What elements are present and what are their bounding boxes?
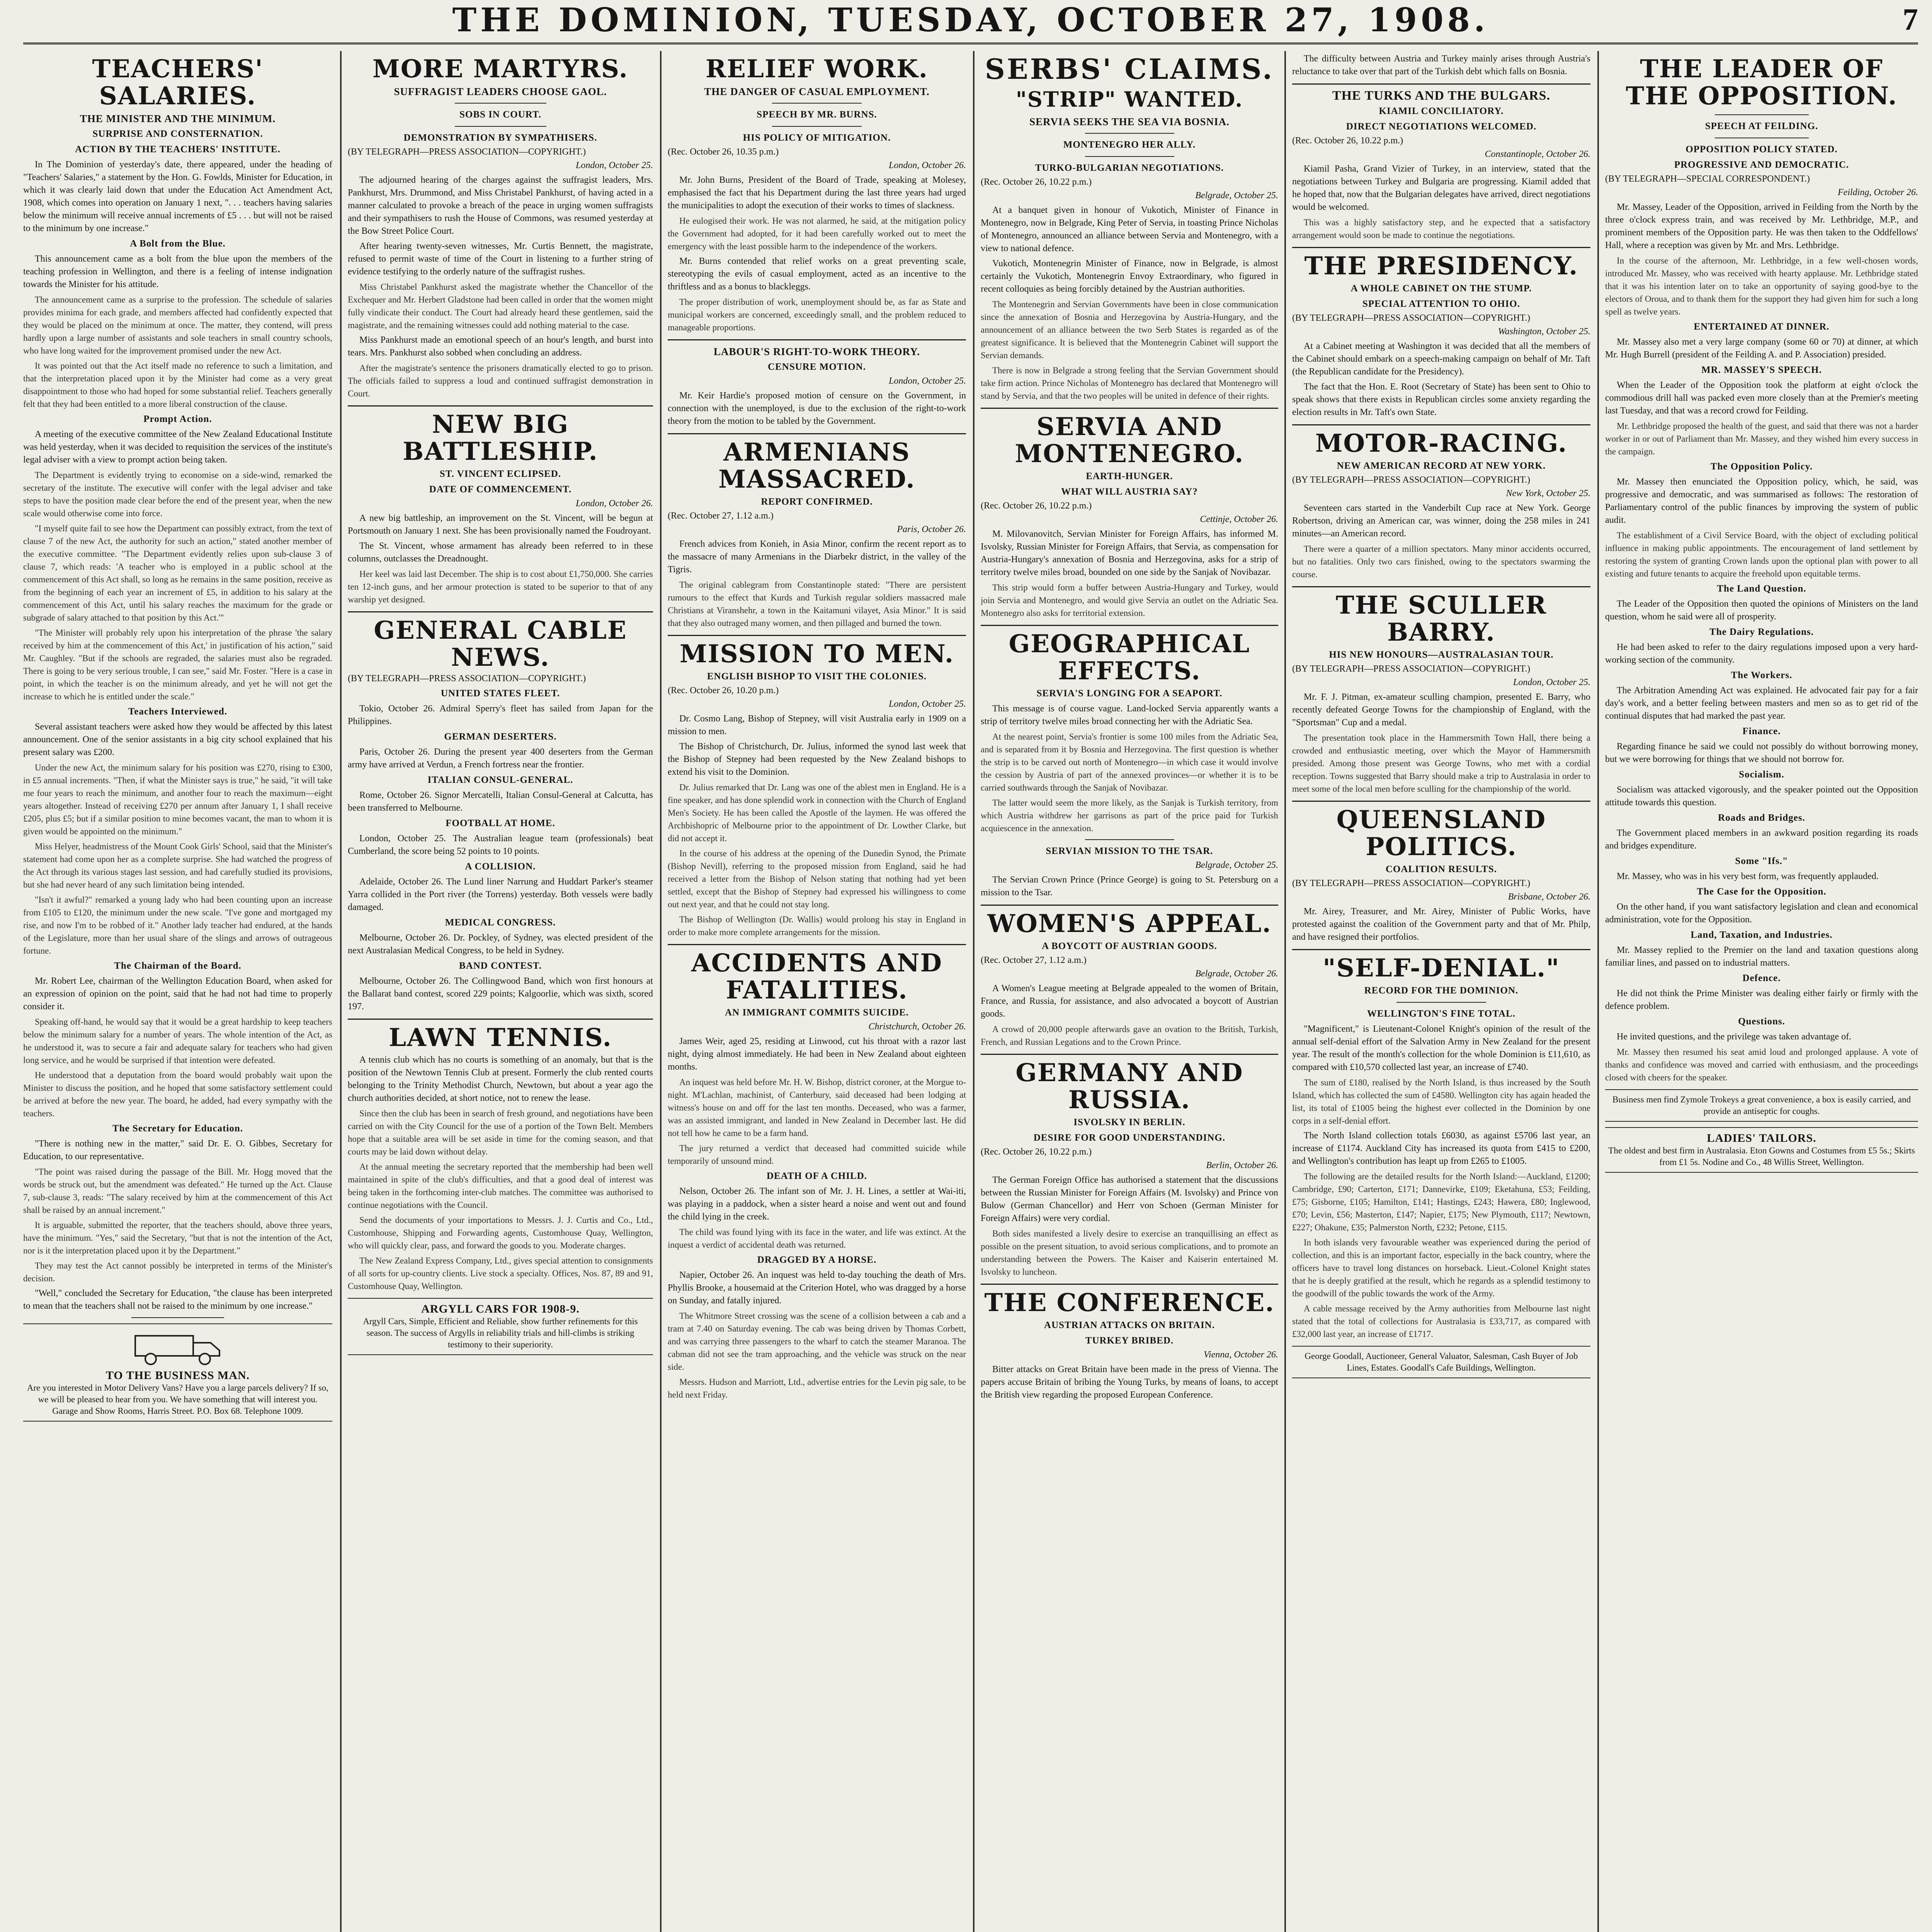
divider bbox=[668, 635, 966, 636]
divider bbox=[1292, 247, 1590, 248]
article-body: A new big battleship, an improvement on the St. Vincent, will be begun at Portsmouth on January 1 next. She has been provisionally named the Foudroyant. The St. Vincent, whose armament has already been referred to in these columns, outclasses the Dreadnought. Her keel was laid last December. The ship is to cost about £1,750,000. She carries ten 12-inch guns, and her armour protection is stated to be superior to that of any warship yet designed. bbox=[348, 512, 653, 606]
subheading: RECORD FOR THE DOMINION. bbox=[1364, 985, 1519, 996]
article-body: Mr. John Burns, President of the Board of Trade, speaking at Molesey, emphasised the fact that his Department during the last three years had urged the municipalities to adopt the execution of their works to times of slackness. He eulogised their work. He was not alarmed, he said, at the mitigation policy the Government had adopted, for it had been carefully worked out to meet the emergency with the least possible harm to the independence of the workers. Mr. Burns contended that relief works on a great preventing scale, stereotyping the evils of casual employment, acted as an incentive to the thriftless and as a bonus to blackleggs. The proper distribution of work, unemployment should be, as far as State and municipal workers are concerned, exceedingly small, and the problem reduced to manageable proportions. bbox=[668, 174, 966, 334]
paragraph: French advices from Konieh, in Asia Minor, confirm the recent report as to the massacre of many Armenians in the Diarbekr district, in the valley of the Tigris. bbox=[668, 539, 966, 575]
paragraph: "Magnificent," is Lieutenant-Colonel Knight's opinion of the result of the annual self-denial effort of the Salvation Army in New Zealand for the present year. The result of the month's collection for the whole Dominion is £11,610, as compared with £10,570 collected last year, an increase of £740. bbox=[1292, 1024, 1590, 1072]
paragraph: When the Leader of the Opposition took the platform at eight o'clock the commodious drill hall was packed even more closely than at the Premier's meeting last Tuesday, and that was a record crowd for Feilding. bbox=[1605, 380, 1918, 416]
paragraph: Dr. Cosmo Lang, Bishop of Stepney, will visit Australia early in 1909 on a mission to men. bbox=[668, 714, 966, 736]
section-heading: The Case for the Opposition. bbox=[1697, 886, 1827, 897]
paragraph: Rome, October 26. Signor Mercatelli, Italian Consul-General at Calcutta, has been transferred to Melbourne. bbox=[348, 790, 653, 813]
dateline: Belgrade, October 25. bbox=[1195, 190, 1278, 201]
dateline: (BY TELEGRAPH—PRESS ASSOCIATION—COPYRIGHT.) bbox=[1292, 878, 1531, 888]
section-heading: Defence. bbox=[1742, 973, 1781, 983]
paragraph: Bitter attacks on Great Britain have been made in the press of Vienna. The papers accuse Britain of bribing the Young Turks, by means of loans, to accept the British view regarding the proposed European Conference. bbox=[981, 1364, 1278, 1400]
paragraph: After hearing twenty-seven witnesses, Mr. Curtis Bennett, the magistrate, refused to permit waste of time of the Court in listening to a further string of evidence testifying to the orderly nature of the suffragist rushes. bbox=[348, 241, 653, 277]
item-heading: UNITED STATES FLEET. bbox=[440, 688, 560, 699]
advertisement bbox=[348, 1298, 653, 1355]
dateline: London, October 26. bbox=[889, 160, 966, 170]
article-headline: THE LEADER OF THE OPPOSITION. bbox=[1626, 54, 1898, 111]
masthead-title: THE DOMINION, TUESDAY, OCTOBER 27, 1908. bbox=[452, 1, 1489, 39]
divider bbox=[1292, 801, 1590, 802]
subheading: TURKO-BULGARIAN NEGOTIATIONS. bbox=[1035, 163, 1224, 173]
subheading: AUSTRIAN ATTACKS ON BRITAIN. bbox=[1044, 1320, 1215, 1330]
article-headline: RELIEF WORK. bbox=[705, 54, 929, 83]
ad-text: Argyll Cars, Simple, Efficient and Reliable, show further refinements for this season. The success of Argylls in reliability trials and hill-climbs is striking testimony to their superiority. bbox=[363, 1316, 638, 1349]
divider bbox=[772, 126, 862, 127]
divider bbox=[772, 103, 862, 104]
subheading: NEW AMERICAN RECORD AT NEW YORK. bbox=[1337, 461, 1546, 471]
paragraph: Mr. Massey replied to the Premier on the land and taxation questions along familiar lines, and passed on to industrial matters. bbox=[1605, 945, 1918, 968]
divider bbox=[1292, 586, 1590, 587]
motor-van-icon bbox=[131, 1331, 224, 1366]
subheading: DEMONSTRATION BY SYMPATHISERS. bbox=[403, 133, 597, 143]
section-heading: A Bolt from the Blue. bbox=[130, 238, 226, 249]
dateline: (BY TELEGRAPH—PRESS ASSOCIATION—COPYRIGHT.) bbox=[1292, 664, 1531, 674]
ad-text: Are you interested in Motor Delivery Vans? Have you a large parcels delivery? If so, we will be pleased to hear from you. We have something that will interest you. Garage and Show Rooms, Harris Street. P.O. Box 68. Telephone 1009. bbox=[27, 1383, 329, 1416]
subheading: AN IMMIGRANT COMMITS SUICIDE. bbox=[725, 1007, 909, 1018]
paragraph: Melbourne, October 26. Dr. Pockley, of Sydney, was elected president of the next Australasian Medical Congress, to be held in Sydney. bbox=[348, 933, 653, 956]
subheading: DATE OF COMMENCEMENT. bbox=[429, 484, 572, 495]
dateline: New York, October 25. bbox=[1506, 488, 1590, 498]
subheading: ENGLISH BISHOP TO VISIT THE COLONIES. bbox=[707, 671, 927, 682]
divider bbox=[981, 1284, 1278, 1285]
dateline: Belgrade, October 25. bbox=[1195, 860, 1278, 870]
paragraph: The North Island collection totals £6030, as against £5706 last year, an increase of £1174. Auckland City has increased its quota from £415 to £200, and Wellington's contribution has leapt up from £265 to £1005. bbox=[1292, 1131, 1590, 1166]
article-body: Seventeen cars started in the Vanderbilt Cup race at New York. George Robertson, driving an American car, was winner, doing the 258 miles in 241 minutes—an American record. There were a quarter of a million spectators. Many minor accidents occurred, but no fatalities. Only two cars finished, owing to the spectators swarming the course. bbox=[1292, 502, 1590, 581]
divider bbox=[1715, 114, 1809, 115]
column-4 bbox=[981, 53, 1278, 1932]
dateline: (Rec. October 26, 10.22 p.m.) bbox=[981, 177, 1092, 187]
item-heading: DEATH OF A CHILD. bbox=[766, 1171, 867, 1181]
section-heading: The Land Question. bbox=[1717, 583, 1806, 594]
article-body: Dr. Cosmo Lang, Bishop of Stepney, will visit Australia early in 1909 on a mission to men. The Bishop of Christchurch, Dr. Julius, informed the synod last week that the Bishop of Stepney had been requested by the New Zealand bishops to extend his visit to the Dominion. Dr. Julius remarked that Dr. Lang was one of the ablest men in England. He is a fine speaker, and has done splendid work in connection with the Church of England Men's Society. He has been called the Apostle of the laymen. He was offered the Archbishopric of Melbourne prior to the appointment of Dr. Lowther Clarke, but did not accept it. In the course of his address at the opening of the Dunedin Synod, the Primate (Bishop Nevill), referring to the proposed mission from England, said he had received a letter from the Bishop of Nelson stating that nothing had yet been settled, except that the Bishop of Stepney had expressed his willingness to come out next year, and that he could not stay long. The Bishop of Wellington (Dr. Wallis) would prolong his stay in England in order to make more complete arrangements for the mission. bbox=[668, 713, 966, 939]
divider bbox=[668, 433, 966, 434]
article-body: This message is of course vague. Land-locked Servia apparently wants a strip of territory twelve miles broad connecting her with the Adriatic Sea. At the nearest point, Servia's frontier is some 100 miles from the Adriatic Sea, and is separated from it by Bosnia and Herzegovina. The first question is whether the strip is to be carved out north of Montenegro—in which case it would involve the cession by Austria of part of the annexed provinces—or whether it is to be carried southwards through the Sanjak of Novibazar. The latter would seem the more likely, as the Sanjak is Turkish territory, from which Austria withdrew her garrisons as part of the price paid for Turkish acquiescence in the annexation. bbox=[981, 702, 1278, 835]
column-5 bbox=[1292, 53, 1590, 1932]
divider bbox=[1292, 424, 1590, 425]
page-number: 7 bbox=[1903, 3, 1918, 37]
dateline: (Rec. October 26, 10.22 p.m.) bbox=[1292, 136, 1403, 146]
article-headline: WOMEN'S APPEAL. bbox=[987, 909, 1272, 938]
paragraph: A tennis club which has no courts is something of an anomaly, but that is the position of the Newtown Tennis Club at present. Formerly the club rented courts belonging to the Trinity Methodist Church, Newtown, but about a year ago the church authorities decided, at short notice, not to renew the lease. bbox=[348, 1055, 653, 1103]
article-headline: NEW BIG BATTLESHIP. bbox=[403, 410, 598, 466]
section-heading: Land, Taxation, and Industries. bbox=[1690, 930, 1833, 940]
divider bbox=[348, 1019, 653, 1020]
article-body: M. Milovanovitch, Servian Minister for Foreign Affairs, has informed M. Isvolsky, Russian Minister for Foreign Affairs, that Servia, as compensation for Austria-Hungary's annexation of Bosnia and Herzegovina, asks for a strip of territory twelve miles broad, bounded on one side by the Sanjak of Novibazar. This strip would form a buffer between Austria-Hungary and Turkey, would join Servia and Montenegro, and would give Servia an outlet on the Adriatic Sea. Montenegro also asks for territorial extension. bbox=[981, 528, 1278, 619]
paragraph: Regarding finance he said we could not possibly do without borrowing money, but we were borrowing for things that we should not borrow for. bbox=[1605, 742, 1918, 764]
paragraph: Vukotich, Montenegrin Minister of Finance, now in Belgrade, is almost certainly the Vukotich, Montenegrin Envoy Extraordinary, who figured in recent colloquies as being forcibly detained by the Austrian authorities. bbox=[981, 259, 1278, 294]
paragraph: Mr. Robert Lee, chairman of the Wellington Education Board, when asked for an expression of opinion on the point, said that he had not had time to properly consider it. bbox=[23, 976, 332, 1012]
article-body bbox=[1292, 340, 1590, 419]
paragraph: He did not think the Prime Minister was dealing either fairly or firmly with the defence problem. bbox=[1605, 988, 1918, 1011]
article-headline: THE PRESIDENCY. bbox=[1304, 252, 1578, 281]
ad-text: Business men find Zymole Trokeys a great convenience, a box is easily carried, and provide an antiseptic for coughs. bbox=[1612, 1095, 1911, 1116]
paragraph: Adelaide, October 26. The Lund liner Narrung and Huddart Parker's steamer Yarra collided in the Port river (the Torrens) yesterday. Both vessels were badly damaged. bbox=[348, 877, 653, 912]
paragraph: Mr. Massey also met a very large company (some 60 or 70) at dinner, at which Mr. Hugh Burrell (president of the Feilding A. and P. Association) presided. bbox=[1605, 337, 1918, 360]
ad-text: The oldest and best firm in Australasia. Eton Gowns and Costumes from £5 5s.; Skirts from £1 5s. Nodine and Co., 48 Willis Street, Wellington. bbox=[1608, 1146, 1915, 1167]
dateline: Vienna, October 26. bbox=[1204, 1350, 1278, 1360]
article-headline: LABOUR'S RIGHT-TO-WORK THEORY. bbox=[714, 346, 920, 357]
paragraph: The adjourned hearing of the charges against the suffragist leaders, Mrs. Pankhurst, Mrs. Drummond, and Miss Christabel Pankhurst, of having acted in a manner calculated to provoke a breach of the peace in urging women suffragists and their sympathisers to rush the House of Commons, was resumed yesterday at the Bow Street Police Court. bbox=[348, 175, 653, 236]
article-body bbox=[348, 687, 653, 1013]
article-body: Mr. Massey, Leader of the Opposition, arrived in Feilding from the North by the three o'clock express train, and was received by Mr. Lethbridge, M.P., and prominent members of the Opposition party. He was then taken to the Oddfellows' Hall, where a reception was given by Mr. and Mrs. Lethbridge. In the course of the afternoon, Mr. Lethbridge, in a few well-chosen words, introduced Mr. Massey, who was received with hearty applause. Mr. Lethbridge stated that it was his intention later on to take an opportunity of saying good-bye to the electors of Oroua, and to thank them for the support they had given him for such a long spell as twelve years. ENTERTAINED AT DINNER. Mr. Massey also met a very large company (some 60 or 70) at dinner, at which Mr. Hugh Burrell (president of the Feilding A. and P. Association) presided. MR. MASSEY'S SPEECH. When the Leader of the Opposition took the platform at eight o'clock the commodious drill hall was packed even more closely than at the Premier's meeting last Tuesday, and that was a record crowd for Feilding. Mr. Lethbridge proposed the health of the guest, and said that there was not a harder worker in or out of Parliament than Mr. Massey, and they wished him every success in the campaign. The Opposition Policy. Mr. Massey then enunciated the Opposition policy, which, he said, was progressive and democratic, and was summarised as follows: The restoration of Parliamentary control of the public finances by improving the system of public audit. The establishment of a Civil Service Board, with the object of excluding political influence in making public appointments. The encouragement of land settlement by restoring the system of granting Crown lands upon the optional plan with power to all existing and future tenants to acquire the freehold upon equitable terms. The Land Question. The Leader of the Opposition then quoted the opinions of Ministers on the land question, whom he said were all of prosperity. The Dairy Regulations. He had been asked to refer to the dairy regulations imposed upon a very hard-working section of the community. The Workers. The Arbitration Amending Act was explained. He advocated fair pay for a fair day's work, and a better feeling between masters and men so as to get rid of the continual disputes that had marked the past year. Finance. Regarding finance he said we could not possibly do without borrowing money, but we were borrowing for things that we should not borrow for. Socialism. Socialism was attacked vigorously, and the speaker pointed out the Opposition attitude towards this question. Roads and Bridges. The Government placed members in an awkward position regarding its roads and bridges expenditure. Some "Ifs." Mr. Massey, who was in his very best form, was frequently applauded. The Case for the Opposition. On the other hand, if you want satisfactory legislation and clean and economical administration, vote for the Opposition. Land, Taxation, and Industries. Mr. Massey replied to the Premier on the land and taxation questions along familiar lines, and passed on to industrial matters. Defence. He did not think the Prime Minister was dealing either fairly or firmly with the defence problem. Questions. He invited questions, and the privilege was taken advantage of. Mr. Massey then resumed his seat amid loud and prolonged applause. A vote of thanks and confidence was moved and carried with enthusiasm, and the proceedings closed with cheers for the speaker. bbox=[1605, 201, 1918, 1084]
article-headline: ARMENIANS MASSACRED. bbox=[718, 438, 915, 494]
item-heading: ITALIAN CONSUL-GENERAL. bbox=[427, 775, 573, 785]
article-body: A Women's League meeting at Belgrade appealed to the women of Britain, France, and Russia, for assistance, and also advocated a boycott of Austrian goods. A crowd of 20,000 people afterwards gave an ovation to the British, Turkish, French, and Russian Legations and to the Crown Prince. bbox=[981, 982, 1278, 1048]
article-body: The German Foreign Office has authorised a statement that the discussions between the Russian Minister for Foreign Affairs (M. Isvolsky) and Prince von Bulow (German Chancellor) and Herr von Schoen (German Minister for Foreign Affairs) were very cordial. Both sides manifested a lively desire to exercise an tranquillising an effect as possible on the present situation, to avoid serious complications, and to promote an understanding between the Powers. The Kaiser and Kaiserin entertained M. Isvolsky to luncheon. bbox=[981, 1174, 1278, 1278]
article-headline: "SELF-DENIAL." bbox=[1323, 954, 1560, 983]
dateline: (Rec. October 26, 10.22 p.m.) bbox=[981, 501, 1092, 511]
dateline: Brisbane, October 26. bbox=[1508, 892, 1590, 902]
masthead bbox=[23, 0, 1918, 44]
paragraph: On the other hand, if you want satisfactory legislation and clean and economical administration, vote for the Opposition. bbox=[1605, 902, 1918, 925]
section-heading: MR. MASSEY'S SPEECH. bbox=[1701, 365, 1822, 375]
divider bbox=[1085, 839, 1174, 840]
article-headline: GENERAL CABLE NEWS. bbox=[374, 616, 627, 672]
advertisement bbox=[1605, 1127, 1918, 1173]
article-body: "Magnificent," is Lieutenant-Colonel Knight's opinion of the result of the annual self-denial effort of the Salvation Army in New Zealand for the present year. The result of the month's collection for the whole Dominion is £11,610, as compared with £10,570 collected last year, an increase of £740. The sum of £180, realised by the North Island, is thus increased by the South Island, which has collected the sum of £4580. Wellington city has again headed the list, its total of £1005 being the highest ever collected in the Dominion by one corps in a self-denial effort. The North Island collection totals £6030, as against £5706 last year, an increase of £1174. Auckland City has increased its quota from £415 to £200, and Wellington's contribution has leapt up from £265 to £1005. The following are the detailed results for the North Island:—Auckland, £1200; Cambridge, £90; Carterton, £171; Dannevirke, £109; Eketahuna, £53; Feilding, £75; Gisborne, £105; Hamilton, £141; Hastings, £243; Hawera, £80; Inglewood, £70; Levin, £56; Masterton, £147; Napier, £175; New Plymouth, £117; Newtown, £227; Ohakune, £35; Palmerston North, £232; Petone, £115. In both islands very favourable weather was experienced during the period of collection, and this is an important factor, especially in the back country, where the officers have to travel long distances on horseback. Lieut.-Colonel Knight states that he is deeply gratified at the result, which he regards as a splendid testimony to the goodwill of the public towards the work of the Army. A cable message received by the Army authorities from Melbourne last night stated that the total of collections for Australasia is £33,717, as compared with £32,000 last year, an increase of £1717. bbox=[1292, 1023, 1590, 1340]
column-rule bbox=[973, 51, 975, 1932]
section-heading: Finance. bbox=[1742, 726, 1781, 736]
article-body bbox=[981, 874, 1278, 899]
divider bbox=[455, 103, 546, 104]
dateline bbox=[348, 147, 653, 157]
paragraph: Melbourne, October 26. The Collingwood Band, which won first honours at the Ballarat band contest, scored 229 points; Kalgoorlie, which was sixth, scored 197. bbox=[348, 976, 653, 1012]
subheading: SURPRISE AND CONSTERNATION. bbox=[92, 129, 263, 139]
dateline: Washington, October 25. bbox=[1498, 327, 1590, 337]
dateline: Belgrade, October 26. bbox=[1195, 969, 1278, 979]
dateline: (Rec. October 27, 1.12 a.m.) bbox=[668, 511, 774, 521]
subheading: EARTH-HUNGER. bbox=[1086, 471, 1173, 481]
item-heading: BAND CONTEST. bbox=[459, 961, 542, 971]
column-6 bbox=[1605, 53, 1918, 1932]
subheading: WELLINGTON'S FINE TOTAL. bbox=[1367, 1009, 1516, 1019]
article-body bbox=[1292, 53, 1590, 78]
paragraph: A meeting of the executive committee of the New Zealand Educational Institute was held yesterday, when it was decided to requisition the services of the institute's legal adviser with a view to prompt action being taken. bbox=[23, 429, 332, 465]
paragraph: The Bishop of Christchurch, Dr. Julius, informed the synod last week that the Bishop of Stepney had been requested by the New Zealand bishops to extend his visit to the Dominion. bbox=[668, 742, 966, 777]
ad-title: ARGYLL CARS FOR 1908-9. bbox=[421, 1303, 580, 1315]
paragraph: The difficulty between Austria and Turkey mainly arises through Austria's reluctance to take over that part of the Turkish debt which falls on Bosnia. bbox=[1292, 54, 1590, 77]
dateline: London, October 25. bbox=[889, 699, 966, 709]
divider bbox=[668, 944, 966, 945]
subheading: KIAMIL CONCILIATORY. bbox=[1379, 106, 1504, 116]
section-heading: The Workers. bbox=[1731, 670, 1793, 680]
dateline: London, October 25. bbox=[1513, 677, 1590, 687]
section-heading: Some "Ifs." bbox=[1735, 856, 1788, 866]
dateline: (Rec. October 26, 10.22 p.m.) bbox=[981, 1147, 1092, 1157]
section-heading: Teachers Interviewed. bbox=[128, 706, 228, 717]
column-2 bbox=[348, 53, 653, 1932]
section-heading: Socialism. bbox=[1739, 769, 1784, 780]
divider bbox=[131, 1317, 224, 1318]
paragraph: Seventeen cars started in the Vanderbilt Cup race at New York. George Robertson, driving an American car, was winner, doing the 258 miles in 241 minutes—an American record. bbox=[1292, 503, 1590, 539]
paragraph: Napier, October 26. An inquest was held to-day touching the death of Mrs. Phyllis Brooke, a housemaid at the Criterion Hotel, who was dragged by a horse on Sunday, and fatally injured. bbox=[668, 1270, 966, 1306]
credit-line: (BY TELEGRAPH—PRESS ASSOCIATION—COPYRIGHT.) bbox=[348, 147, 586, 157]
subheading: SERVIA SEEKS THE SEA VIA BOSNIA. bbox=[1029, 116, 1230, 128]
article-body: The adjourned hearing of the charges against the suffragist leaders, Mrs. Pankhurst, Mrs. Drummond, and Miss Christabel Pankhurst, of having acted in a manner calculated to provoke a breach of the peace in urging women suffragists and their sympathisers to rush the House of Commons, was resumed yesterday at the Bow Street Police Court. After hearing twenty-seven witnesses, Mr. Curtis Bennett, the magistrate, refused to permit waste of time of the Court in listening to a further string of evidence testifying to the orderly nature of the suffragist rushes. Miss Christabel Pankhurst asked the magistrate whether the Chancellor of the Exchequer and Mr. Herbert Gladstone had been called in order that the women might fully vindicate their conduct. The Court had already heard these gentlemen, said the magistrate, and the remaining witnesses could add nothing material to the case. Miss Pankhurst made an emotional speech of an hour's length, and burst into tears. Mrs. Pankhurst also sobbed when concluding an address. After the magistrate's sentence the prisoners dramatically elected to go to prison. The officials failed to suppress a loud and continued suffragist demonstration in Court. bbox=[348, 174, 653, 400]
section-heading: The Chairman of the Board. bbox=[114, 961, 242, 971]
paragraph: Mr. Massey, who was in his very best form, was frequently applauded. bbox=[1617, 871, 1879, 881]
subheading: CENSURE MOTION. bbox=[768, 362, 866, 372]
article-headline: QUEENSLAND POLITICS. bbox=[1336, 805, 1546, 861]
subheading: THE DANGER OF CASUAL EMPLOYMENT. bbox=[704, 86, 930, 97]
paragraph: Tokio, October 26. Admiral Sperry's fleet has sailed from Japan for the Philippines. bbox=[348, 704, 653, 726]
divider bbox=[981, 408, 1278, 409]
subheading: REPORT CONFIRMED. bbox=[761, 497, 873, 507]
subheading: SERVIA'S LONGING FOR A SEAPORT. bbox=[1036, 688, 1223, 699]
divider bbox=[1085, 156, 1174, 157]
article-headline: SERVIA AND MONTENEGRO. bbox=[1015, 412, 1244, 468]
subheading: SPEECH AT FEILDING. bbox=[1705, 121, 1818, 131]
article-body bbox=[668, 389, 966, 428]
divider bbox=[348, 611, 653, 612]
paragraph: "There is nothing new in the matter," said Dr. E. O. Gibbes, Secretary for Education, to our representative. bbox=[23, 1139, 332, 1162]
article-headline: LAWN TENNIS. bbox=[389, 1023, 612, 1052]
paragraph: James Weir, aged 25, residing at Linwood, cut his throat with a razor last night, dying almost immediately. He had been in New Zealand about eighteen months. bbox=[668, 1036, 966, 1072]
paragraph: Mr. Airey, Treasurer, and Mr. Airey, Minister of Public Works, have protested against the coalition of the Government party and that of Mr. Philp, and have resigned their portfolios. bbox=[1292, 906, 1590, 942]
article-headline: SERBS' CLAIMS. bbox=[985, 53, 1274, 85]
paragraph: The Leader of the Opposition then quoted the opinions of Ministers on the land question, whom he said were all of prosperity. bbox=[1605, 599, 1918, 622]
article-body: Mr. F. J. Pitman, ex-amateur sculling champion, presented E. Barry, who recently defeated George Towns for the championship of England, with the "Sportsman" Cup and a medal. The presentation took place in the Hammersmith Town Hall, there being a crowded and enthusiastic meeting, over which the Mayor of Hammersmith presided. Among those present was George Towns, who met with a cordial reception. Towns suggested that Barry should make a trip to Australasia in order to meet some of the local men before sculling for the championship of the world. bbox=[1292, 691, 1590, 795]
article-body bbox=[981, 1363, 1278, 1401]
dateline: Berlin, October 26. bbox=[1206, 1160, 1278, 1170]
subheading: "STRIP" WANTED. bbox=[1015, 87, 1243, 112]
column-rule bbox=[340, 51, 342, 1932]
article-headline: MOTOR-RACING. bbox=[1315, 429, 1568, 458]
section-heading: The Secretary for Education. bbox=[112, 1123, 243, 1134]
section-heading: The Dairy Regulations. bbox=[1709, 627, 1814, 637]
paragraph: "Well," concluded the Secretary for Education, "the clause has been interpreted to mean that the teachers shall not be raised to the minimum by one increase." bbox=[23, 1288, 332, 1311]
paragraph: The Arbitration Amending Act was explained. He advocated fair pay for a fair day's work, and a better feeling between masters and men so as to get rid of the continual disputes that had marked the past year. bbox=[1605, 685, 1918, 721]
divider bbox=[455, 126, 546, 127]
item-heading: GERMAN DESERTERS. bbox=[444, 731, 557, 742]
subheading: HIS NEW HONOURS—AUSTRALASIAN TOUR. bbox=[1329, 650, 1554, 660]
dateline: London, October 25. bbox=[576, 160, 653, 170]
dateline: Cettinje, October 26. bbox=[1200, 514, 1278, 524]
dateline: Paris, October 26. bbox=[897, 524, 966, 534]
subheading: COALITION RESULTS. bbox=[1385, 864, 1497, 874]
dateline: (BY TELEGRAPH—PRESS ASSOCIATION—COPYRIGHT.) bbox=[1292, 313, 1531, 323]
dateline: (BY TELEGRAPH—PRESS ASSOCIATION—COPYRIGHT.) bbox=[1292, 475, 1531, 485]
article-body: ACTION BY THE TEACHERS' INSTITUTE. In The Dominion of yesterday's date, there appeared, under the heading of "Teachers' Salaries," a statement by the Hon. G. Fowlds, Minister for Education, in which it was clearly laid down that under the Education Act Amendment Act, 1908, which comes into operation on January 1 next, ". . . teachers having salaries below the minimum will receive annual increments of £5 . . . but will not be raised to the minimum by one increase." A Bolt from the Blue. This announcement came as a bolt from the blue upon the members of the teaching profession in Wellington, and there is a feeling of intense indignation towards the Minister for his attitude. The announcement came as a surprise to the profession. The schedule of salaries provides minima for each grade, and members affected had confidently expected that they would be placed on the minimum at once. The matter, they contend, will press hardly upon a large number of assistants and sole teachers in small country schools, who have long waited for the improvement promised under the new Act. It was pointed out that the Act itself made no reference to such a limitation, and that the interpretation placed upon it by the Minister had come as a very great disappointment to those who had hoped for some substantial relief. Teachers generally felt that they had been entitled to a more liberal construction of the clause. Prompt Action. A meeting of the executive committee of the New Zealand Educational Institute was held yesterday, when it was decided to requisition the services of the institute's legal adviser with a view to prompt action being taken. The Department is evidently trying to economise on a side-wind, remarked the secretary of the institute. The executive will confer with the legal adviser and take steps to have the position made clear before the end of the present year, when the new scale would otherwise come into force. "I myself quite fail to see how the Department can possibly extract, from the text of clause 7 of the new Act, the authority for such an action," stated another member of the executive committee. "The Department evidently relies upon sub-clause 3 of clause 7, which reads: 'A teacher who is employed in a public school at the commencement of this Act shall, so long as he remains in the same position, receive as from the beginning of each year an increment of £5, in addition to his salary at the commencement of this Act, until his salary reaches the maximum for the grade or subgrade of salary attached to that position by this Act.'" "The Minister will probably rely upon his interpretation of the phrase 'the salary received by him at the commencement of this Act,' in justification of his action," said Mr. Caughley. "But if the schools are regraded, the salaries must also be regraded. There is going to be very serious trouble, I can see," said Mr. Foster. "Here is a case in point, in which the teacher is on the minimum already, and yet he will not get the increase to which he is entitled under the scale." Teachers Interviewed. Several assistant teachers were asked how they would be affected by this latest announcement. One of the senior assistants in a big city school explained that his present salary was £200. Under the new Act, the minimum salary for his position was £270, rising to £300, in £5 annual increments. "Then, if what the Minister says is true," he said, "it will take me four years to reach the minimum, and another four to reach the maximum—eight years altogether. Instead of receiving £270 per annum after January 1, I shall receive £205, plus £5; but if a similar position to mine becomes vacant, the man to whom it is given would be appointed on the minimum." Miss Helyer, headmistress of the Mount Cook Girls' School, said that the Minister's statement had come upon her as a complete surprise. She had watched the progress of the Act through its various stages last session, and had carefully studied its provisions, but she had never heard of any such limitation being intended. "Isn't it awful?" remarked a young lady who had been counting upon an increase from £105 to £120, the minimum under the new scale. "I've gone and mortgaged my rise, and now I'm to be robbed of it." Another lady teacher had endured, at the hands of the Legislature, more than her usual share of the slings and arrows of outrageous fortune. The Chairman of the Board. Mr. Robert Lee, chairman of the Wellington Education Board, when asked for an expression of opinion on the point, said that he had not had time to properly consider it. Speaking off-hand, he would say that it would be a great hardship to keep teachers below the minimum salary for a number of years. The whole intention of the Act, as he understood it, was to secure a fair and adequate salary for teachers who had given long service, and he would be surprised if that intention were defeated. He understood that a deputation from the board would probably wait upon the Minister to discuss the position, and he hoped that some satisfactory settlement could be arrived at before the new year. The board, he added, had every sympathy with the teachers. The Secretary for Education. "There is nothing new in the matter," said Dr. E. O. Gibbes, Secretary for Education, to our representative. "The point was raised during the passage of the Bill. Mr. Hogg moved that the words be struck out, but the amendment was defeated." He turned up the Act. Clause 7, sub-clause 3, reads: "The salary received by him at the commencement of this Act shall be raised by an annual increment." It is arguable, submitted the reporter, that the teachers should, above three years, have the minimum. "Yes," said the Secretary, "but that is not the intention of the Act, nor is it the interpretation placed upon it by the Department." They may test the Act cannot possibly be interpreted in terms of the Minister's decision. "Well," concluded the Secretary for Education, "the clause has been interpreted to mean that the teachers shall not be raised to the minimum by one increase." bbox=[23, 143, 332, 1313]
article-headline: THE TURKS AND THE BULGARS. bbox=[1332, 88, 1551, 103]
section-heading: Prompt Action. bbox=[143, 414, 212, 424]
paragraph: Socialism was attacked vigorously, and the speaker pointed out the Opposition attitude towards this question. bbox=[1605, 785, 1918, 808]
dateline: (Rec. October 26, 10.35 p.m.) bbox=[668, 147, 779, 157]
item-heading: MEDICAL CONGRESS. bbox=[445, 917, 556, 928]
paragraph: London, October 25. The Australian league team (professionals) beat Cumberland, the score being 52 points to 10 points. bbox=[348, 833, 653, 856]
article-body bbox=[1292, 905, 1590, 944]
paragraph: A new big battleship, an improvement on the St. Vincent, will be begun at Portsmouth on January 1 next. She has been provisionally named the Foudroyant. bbox=[348, 513, 653, 536]
ad-text: George Goodall, Auctioneer, General Valuator, Salesman, Cash Buyer of Job Lines, Estates. Goodall's Cafe Buildings, Wellington. bbox=[1304, 1351, 1578, 1372]
section-heading: ENTERTAINED AT DINNER. bbox=[1694, 321, 1830, 332]
item-heading: A COLLISION. bbox=[465, 861, 536, 872]
article-headline: MORE MARTYRS. bbox=[372, 54, 629, 83]
subheading: ISVOLSKY IN BERLIN. bbox=[1073, 1117, 1185, 1128]
article-body: A tennis club which has no courts is something of an anomaly, but that is the position of the Newtown Tennis Club at present. Formerly the club rented courts belonging to the Trinity Methodist Church, Newtown, but about a year ago the church authorities decided, at short notice, not to renew the lease. Since then the club has been in search of fresh ground, and negotiations have been carried on with the City Council for the use of a portion of the Town Belt. Members hope that a suitable area will be set aside in time for the coming season, and that courts may be laid down without delay. At the annual meeting the secretary reported that the membership had been well maintained in spite of the club's difficulties, and that a good deal of interest was being taken in the forthcoming inter-club matches. The committee was authorised to continue negotiations with the Council. Send the documents of your importations to Messrs. J. J. Curtis and Co., Ltd., Customhouse, Shipping and Forwarding agents, Customhouse Quay, Wellington, who will quickly clear, pass, and forward the goods to you. Moderate charges. The New Zealand Express Company, Ltd., gives special attention to consignments of all sorts for up-country clients. Live stock a specialty. Offices, Nos. 87, 89 and 91, Customhouse Quay, Wellington. bbox=[348, 1054, 653, 1293]
dateline: London, October 26. bbox=[576, 498, 653, 509]
paragraph: At a banquet given in honour of Vukotich, Minister of Finance in Montenegro, now in Belgrade, King Peter of Servia, in toasting Prince Nicholas of Montenegro, announced an alliance between Servia and Montenegro, with a view to national defence. bbox=[981, 205, 1278, 253]
section-heading: The Opposition Policy. bbox=[1710, 461, 1813, 472]
paragraph: This message is of course vague. Land-locked Servia apparently wants a strip of territory twelve miles broad connecting her with the Adriatic Sea. bbox=[981, 704, 1278, 726]
article-headline: GEOGRAPHICAL EFFECTS. bbox=[1009, 629, 1250, 685]
dateline: (BY TELEGRAPH—PRESS ASSOCIATION—COPYRIGHT.) bbox=[348, 673, 586, 684]
article-headline: GERMANY AND RUSSIA. bbox=[1015, 1058, 1243, 1114]
paragraph: Paris, October 26. During the present year 400 deserters from the German army have arrived at Verdun, a French fortress near the frontier. bbox=[348, 747, 653, 770]
section-heading: Questions. bbox=[1738, 1016, 1785, 1027]
article-headline: TEACHERS' SALARIES. bbox=[92, 54, 264, 111]
section-heading: Roads and Bridges. bbox=[1718, 813, 1805, 823]
dateline: Feilding, October 26. bbox=[1838, 187, 1918, 197]
article-headline: THE CONFERENCE. bbox=[984, 1288, 1275, 1317]
paragraph: The Servian Crown Prince (Prince George) is going to St. Petersburg on a mission to the Tsar. bbox=[981, 875, 1278, 898]
subheading: WHAT WILL AUSTRIA SAY? bbox=[1061, 486, 1198, 497]
subheading: OPPOSITION POLICY STATED. bbox=[1685, 144, 1838, 155]
divider bbox=[1292, 949, 1590, 950]
divider bbox=[1292, 83, 1590, 85]
column-1 bbox=[23, 53, 332, 1932]
paragraph: Mr. Burns contended that relief works on a great preventing scale, stereotyping the evils of casual employment, acted as an incentive to the thriftless and as a bonus to blackleggs. bbox=[668, 256, 966, 292]
subheading: SPEECH BY MR. BURNS. bbox=[757, 109, 877, 120]
divider bbox=[1085, 133, 1174, 134]
subheading: ACTION BY THE TEACHERS' INSTITUTE. bbox=[75, 144, 281, 155]
article-body: At a banquet given in honour of Vukotich, Minister of Finance in Montenegro, now in Belgrade, King Peter of Servia, in toasting Prince Nicholas of Montenegro, announced an alliance between Servia and Montenegro, with a view to national defence. Vukotich, Montenegrin Minister of Finance, now in Belgrade, is almost certainly the Vukotich, Montenegrin Envoy Extraordinary, who figured in recent colloquies as being forcibly detained by the Austrian authorities. The Montenegrin and Servian Governments have been in close communication since the annexation of Bosnia and Herzegovina by Austria-Hungary, and the announcement of an alliance between the two Serb States is regarded as of the greatest significance. It is believed that the Montenegrin Cabinet will support the Servian demands. There is now in Belgrade a strong feeling that the Servian Government should take firm action. Prince Nicholas of Montenegro has declared that Montenegro will stand by Servia, and that the two peoples will be united in defence of their rights. bbox=[981, 204, 1278, 402]
dateline: (Rec. October 27, 1.12 a.m.) bbox=[981, 955, 1087, 965]
subheading: MONTENEGRO HER ALLY. bbox=[1063, 139, 1196, 150]
subheading: ST. VINCENT ECLIPSED. bbox=[439, 469, 561, 479]
item-heading: DRAGGED BY A HORSE. bbox=[757, 1255, 877, 1265]
divider bbox=[981, 1054, 1278, 1055]
dateline: (BY TELEGRAPH—SPECIAL CORRESPONDENT.) bbox=[1605, 174, 1810, 184]
paragraph: At a Cabinet meeting at Washington it was decided that all the members of the Cabinet should embark on a speech-making campaign on behalf of Mr. Taft (the Republican candidate for the Presidency). bbox=[1292, 341, 1590, 377]
paragraph: The fact that the Hon. E. Root (Secretary of State) has been sent to Ohio to speak shows that there exists in Republican circles some anxiety regarding the election results in Mr. Taft's own State. bbox=[1292, 382, 1590, 417]
paragraph: Mr. Massey then enunciated the Opposition policy, which, he said, was progressive and democratic, and was summarised as follows: The restoration of Parliamentary control of the public finances by improving the system of public audit. bbox=[1605, 477, 1918, 525]
article-body: James Weir, aged 25, residing at Linwood, cut his throat with a razor last night, dying almost immediately. He had been in New Zealand about eighteen months. An inquest was held before Mr. H. W. Bishop, district coroner, at the Morgue to-night. M'Lachlan, machinist, of Canterbury, said deceased had been lodging at witness's house on and off for the last ten months. Deceased, who was a farmer, was an assisted immigrant, and landed in New Zealand in December last. He did not tell how he came to be a farm hand. The jury returned a verdict that deceased had committed suicide while temporarily of unsound mind. DEATH OF A CHILD. Nelson, October 26. The infant son of Mr. J. H. Lines, a settler at Wai-iti, was playing in a paddock, when a sister heard a noise and went out and found the child lying in the creek. The child was found lying with its face in the water, and life was extinct. At the inquest a verdict of accidental death was returned. DRAGGED BY A HORSE. Napier, October 26. An inquest was held to-day touching the death of Mrs. Phyllis Brooke, a housemaid at the Criterion Hotel, who was dragged by a horse on Sunday, and fatally injured. The Whitmore Street crossing was the scene of a collision between a cab and a tram at 7.40 on Saturday evening. The cab was being driven by Thomas Corbett, and was carrying three passengers to the wharf to catch the steamer Maranoa. The cabman did not see the tram approaching, and the vehicle was struck on the near side. Messrs. Hudson and Marriott, Ltd., advertise entries for the Levin pig sale, to be held next Friday. bbox=[668, 1035, 966, 1401]
paragraph: Mr. Keir Hardie's proposed motion of censure on the Government, in connection with the unemployed, is due to the exclusion of the right-to-work theory from the motion to be tabled by the Government. bbox=[668, 391, 966, 426]
divider bbox=[348, 405, 653, 406]
dateline: (Rec. October 26, 10.20 p.m.) bbox=[668, 685, 779, 696]
subheading: DESIRE FOR GOOD UNDERSTANDING. bbox=[1033, 1133, 1226, 1143]
dateline: Christchurch, October 26. bbox=[868, 1022, 966, 1032]
subheading: SOBS IN COURT. bbox=[459, 109, 541, 120]
subheading: A BOYCOTT OF AUSTRIAN GOODS. bbox=[1042, 941, 1217, 951]
paragraph: Mr. Massey, Leader of the Opposition, arrived in Feilding from the North by the three o'clock express train, and was received by Mr. Lethbridge, M.P., and prominent members of the Opposition party. He was then taken to the Oddfellows' Hall, where a reception was given by Mr. and Mrs. Lethbridge. bbox=[1605, 202, 1918, 250]
column-3 bbox=[668, 53, 966, 1932]
subheading: SPECIAL ATTENTION TO OHIO. bbox=[1362, 299, 1520, 309]
dateline: London, October 25. bbox=[889, 376, 966, 386]
paragraph: A Women's League meeting at Belgrade appealed to the women of Britain, France, and Russia, for assistance, and also advocated a boycott of Austrian goods. bbox=[981, 983, 1278, 1019]
paragraph: M. Milovanovitch, Servian Minister for Foreign Affairs, has informed M. Isvolsky, Russian Minister for Foreign Affairs, that Servia, as compensation for Austria-Hungary's annexation of Bosnia and Herzegovina, asks for a strip of territory twelve miles broad, bounded on one side by the Sanjak of Novibazar. bbox=[981, 529, 1278, 577]
divider bbox=[668, 339, 966, 340]
paragraph: The German Foreign Office has authorised a statement that the discussions between the Russian Minister for Foreign Affairs (M. Isvolsky) and Prince von Bulow (German Chancellor) and Herr von Schoen (German Minister for Foreign Affairs) were very cordial. bbox=[981, 1175, 1278, 1223]
divider bbox=[981, 625, 1278, 626]
article-headline: THE SCULLER BARRY. bbox=[1335, 591, 1547, 647]
divider bbox=[1396, 1002, 1486, 1003]
advertisement bbox=[1605, 1089, 1918, 1122]
paragraph: Mr. John Burns, President of the Board of Trade, speaking at Molesey, emphasised the fact that his Department during the last three years had urged the municipalities to adopt the execution of their works to times of slackness. bbox=[668, 175, 966, 211]
item-heading: FOOTBALL AT HOME. bbox=[446, 818, 555, 828]
column-rule bbox=[1597, 51, 1599, 1932]
column-rule bbox=[1284, 51, 1286, 1932]
article-body: French advices from Konieh, in Asia Minor, confirm the recent report as to the massacre of many Armenians in the Diarbekr district, in the valley of the Tigris. The original cablegram from Constantinople stated: "There are persistent rumours to the effect that Kurds and Turkish regular soldiers massacred male Christians at Viranshehr, a town in the Kaitamuni vilayet, Asia Minor." It is said that they also outraged many women, and then pillaged and burned the town. bbox=[668, 538, 966, 629]
paragraph: He had been asked to refer to the dairy regulations imposed upon a very hard-working section of the community. bbox=[1605, 642, 1918, 665]
subheading: TURKEY BRIBED. bbox=[1085, 1335, 1174, 1346]
subheading: DIRECT NEGOTIATIONS WELCOMED. bbox=[1346, 121, 1537, 132]
paragraph: In The Dominion of yesterday's date, there appeared, under the heading of "Teachers' Salaries," a statement by the Hon. G. Fowlds, Minister for Education, in which it was clearly laid down that under the Education Act Amendment Act, 1908, which comes into operation on January 1 next, ". . . teachers having salaries below the minimum will receive annual increments of £5 . . . but will not be raised to the minimum by one increase." bbox=[23, 160, 332, 233]
paragraph: He invited questions, and the privilege was taken advantage of. bbox=[1617, 1032, 1852, 1042]
paragraph: Mr. F. J. Pitman, ex-amateur sculling champion, presented E. Barry, who recently defeated George Towns for the championship of England, with the "Sportsman" Cup and a medal. bbox=[1292, 692, 1590, 728]
article-body: Kiamil Pasha, Grand Vizier of Turkey, in an interview, stated that the negotiations between Turkey and Bulgaria are progressing. Kiamil added that he hoped that, now that the Bulgarian delegates have arrived, direct negotiations would be welcomed. This was a highly satisfactory step, and he expected that a satisfactory arrangement would soon be made to continue the negotiations. bbox=[1292, 163, 1590, 242]
paragraph: The St. Vincent, whose armament has already been referred to in these columns, outclasses the Dreadnought. bbox=[348, 541, 653, 564]
paragraph: The Government placed members in an awkward position regarding its roads and bridges expenditure. bbox=[1605, 828, 1918, 851]
advertisement bbox=[23, 1323, 332, 1422]
subheading: HIS POLICY OF MITIGATION. bbox=[743, 133, 891, 143]
paragraph: Nelson, October 26. The infant son of Mr. J. H. Lines, a settler at Wai-iti, was playing in a paddock, when a sister heard a noise and went out and found the child lying in the creek. bbox=[668, 1186, 966, 1222]
subheading: THE MINISTER AND THE MINIMUM. bbox=[80, 113, 276, 124]
ad-title: TO THE BUSINESS MAN. bbox=[105, 1369, 250, 1382]
ad-title: LADIES' TAILORS. bbox=[1707, 1132, 1816, 1145]
column-rule bbox=[660, 51, 662, 1932]
divider bbox=[981, 905, 1278, 906]
paragraph: This announcement came as a bolt from the blue upon the members of the teaching profession in Wellington, and there is a feeling of intense indignation towards the Minister for his attitude. bbox=[23, 254, 332, 289]
subheading: A WHOLE CABINET ON THE STUMP. bbox=[1350, 283, 1532, 294]
paragraph: Kiamil Pasha, Grand Vizier of Turkey, in an interview, stated that the negotiations between Turkey and Bulgaria are progressing. Kiamil added that he hoped that, now that the Bulgarian delegates have arrived, direct negotiations would be welcomed. bbox=[1292, 164, 1590, 212]
subheading: PROGRESSIVE AND DEMOCRATIC. bbox=[1674, 160, 1849, 170]
paragraph: Miss Pankhurst made an emotional speech of an hour's length, and burst into tears. Mrs. Pankhurst also sobbed when concluding an address. bbox=[348, 335, 653, 358]
article-headline: SERVIAN MISSION TO THE TSAR. bbox=[1046, 846, 1213, 856]
advertisement bbox=[1292, 1346, 1590, 1378]
paragraph: Several assistant teachers were asked how they would be affected by this latest announcement. One of the senior assistants in a big city school explained that his present salary was £200. bbox=[23, 722, 332, 757]
article-headline: MISSION TO MEN. bbox=[679, 639, 954, 668]
subheading: SUFFRAGIST LEADERS CHOOSE GAOL. bbox=[394, 86, 607, 97]
dateline: Constantinople, October 26. bbox=[1485, 149, 1590, 159]
article-headline: ACCIDENTS AND FATALITIES. bbox=[691, 949, 943, 1005]
